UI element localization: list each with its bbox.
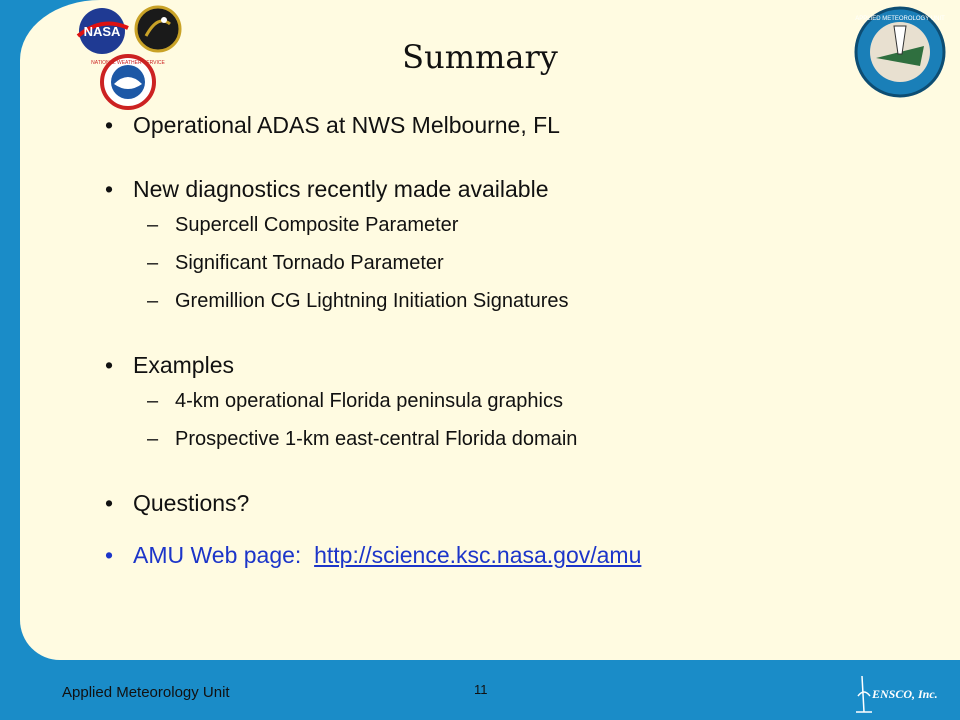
bullet-text: New diagnostics recently made available: [133, 176, 549, 202]
sub-bullet-dash: –: [147, 214, 159, 236]
sub-bullet-item: [105, 428, 925, 490]
sub-bullet-text: Significant Tornado Parameter: [175, 252, 444, 274]
bullet-item: [105, 176, 925, 214]
sub-bullet-dash: –: [147, 390, 159, 412]
bullet-dot: •: [105, 112, 114, 138]
ensco-logo-text: ENSCO, Inc.: [872, 687, 938, 701]
sub-bullet-item: [105, 390, 925, 428]
sub-bullet-item: [105, 214, 925, 252]
bullet-item: [105, 490, 925, 542]
amu-web-link[interactable]: http://science.ksc.nasa.gov/amu: [314, 542, 642, 568]
page-number: 11: [474, 682, 488, 697]
bullet-item: [105, 352, 925, 390]
bullet-item: [105, 112, 925, 176]
bullet-list: [105, 112, 925, 580]
bullet-text: Operational ADAS at NWS Melbourne, FL: [133, 112, 560, 138]
web-label: AMU Web page:: [133, 542, 302, 568]
slide-title: Summary: [402, 38, 558, 76]
nws-logo-text: NATIONAL WEATHER SERVICE: [91, 60, 165, 66]
sub-bullet-text: Prospective 1-km east-central Florida domain: [175, 428, 578, 450]
ensco-logo: [848, 672, 948, 716]
bullet-text: Examples: [133, 352, 234, 378]
footer-org: Applied Meteorology Unit: [62, 684, 230, 701]
sub-bullet-dash: –: [147, 252, 159, 274]
bullet-item-web: [105, 542, 925, 580]
bullet-dot: •: [105, 490, 114, 516]
sub-bullet-dash: –: [147, 428, 159, 450]
bullet-dot: •: [105, 352, 114, 378]
sub-bullet-text: 4-km operational Florida peninsula graphics: [175, 390, 563, 412]
sub-bullet-text: Gremillion CG Lightning Initiation Signatures: [175, 290, 569, 312]
bullet-text: Questions?: [133, 490, 250, 516]
sub-bullet-dash: –: [147, 290, 159, 312]
sub-bullet-item: [105, 252, 925, 290]
sub-bullet-text: Supercell Composite Parameter: [175, 214, 459, 236]
bullet-dot: •: [105, 542, 114, 568]
nasa-logo-text: NASA: [83, 24, 121, 39]
bullet-dot: •: [105, 176, 114, 202]
amu-logo-text: APPLIED METEOROLOGY UNIT: [855, 16, 945, 22]
sub-bullet-item: [105, 290, 925, 352]
